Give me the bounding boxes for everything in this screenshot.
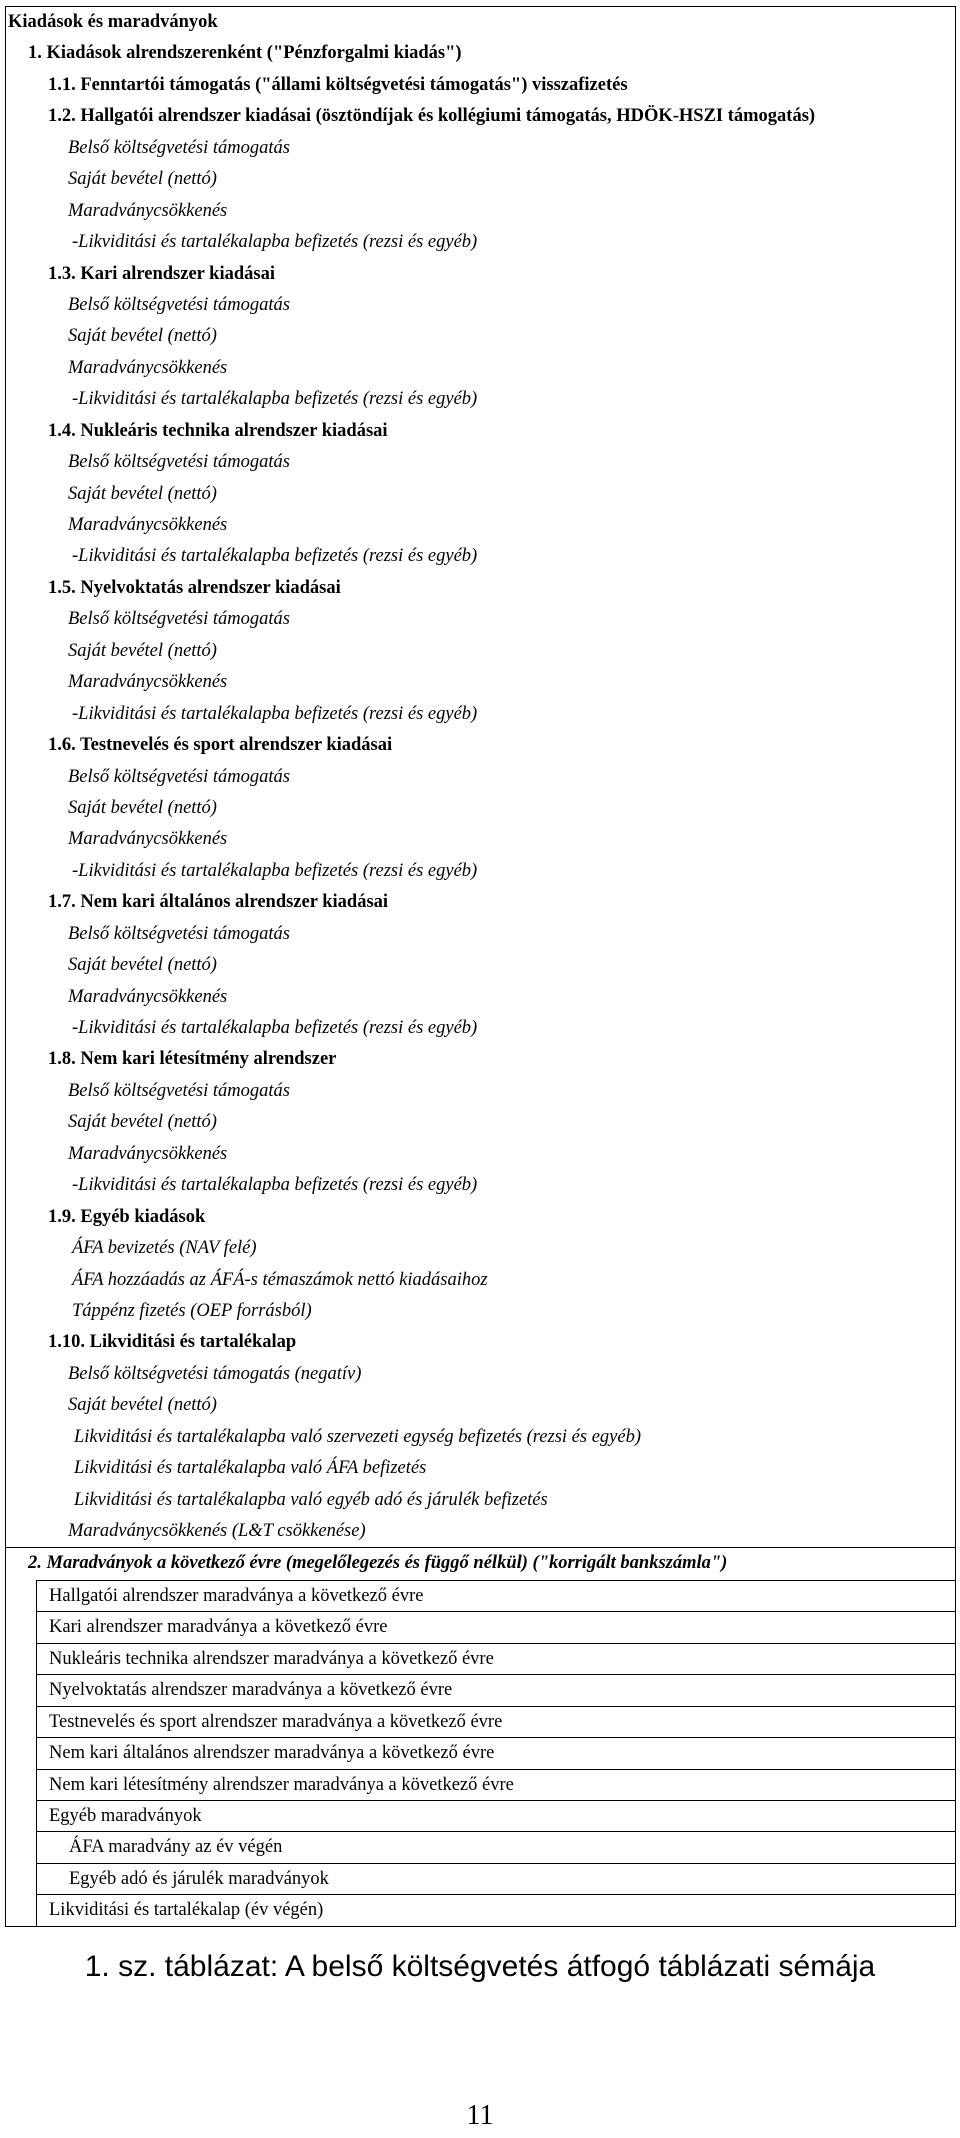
table-row	[6, 101, 955, 132]
table-row-label: Egyéb adó és járulék maradványok	[36, 1863, 955, 1894]
table-row-label: ÁFA bevizetés (NAV felé)	[72, 1238, 257, 1259]
table-row-label: Nyelvoktatás alrendszer maradványa a következő évre	[36, 1674, 955, 1705]
table-row	[6, 541, 955, 572]
table-row-label: Belső költségvetési támogatás	[68, 294, 290, 315]
table-row-label: Saját bevétel (nettó)	[68, 955, 217, 976]
table-row-label: Saját bevétel (nettó)	[68, 326, 217, 347]
table-row	[6, 730, 955, 761]
table-row-label: Likviditási és tartalékalap (év végén)	[36, 1894, 955, 1925]
table-row-label: Nem kari általános alrendszer maradványa a következő évre	[36, 1737, 955, 1768]
table-row-label: Belső költségvetési támogatás	[68, 923, 290, 944]
table-row	[6, 1831, 955, 1862]
table-row	[6, 1422, 955, 1453]
table-row	[6, 573, 955, 604]
table-row-label: ÁFA hozzáadás az ÁFÁ-s témaszámok nettó kiadásaihoz	[72, 1269, 488, 1290]
table-row	[6, 416, 955, 447]
table-row-label: Egyéb maradványok	[36, 1800, 955, 1831]
table-row	[6, 70, 955, 101]
table-row-label: Belső költségvetési támogatás	[68, 609, 290, 630]
table-row-label: Likviditási és tartalékalapba való szervezeti egység befizetés (rezsi és egyéb)	[74, 1426, 642, 1447]
table-row-label: Maradványcsökkenés	[68, 829, 228, 850]
table-row-label: 1. Kiadások alrendszerenként ("Pénzforgalmi kiadás")	[28, 43, 462, 64]
table-row	[6, 479, 955, 510]
table-row	[6, 1139, 955, 1170]
table-row-label: Kiadások és maradványok	[8, 12, 218, 32]
table-row	[6, 1107, 955, 1138]
table-row	[6, 1894, 955, 1925]
table-row	[6, 793, 955, 824]
table-row-label: -Likviditási és tartalékalapba befizetés (rezsi és egyéb)	[72, 232, 478, 253]
table-row	[6, 1296, 955, 1327]
table-caption: 1. sz. táblázat: A belső költségvetés átfogó táblázati sémája	[84, 1950, 876, 1983]
table-row	[6, 1202, 955, 1233]
table-row	[6, 1044, 955, 1075]
page-number: 11	[466, 2100, 494, 2131]
table-row-label: 1.5. Nyelvoktatás alrendszer kiadásai	[48, 577, 341, 598]
table-row	[6, 887, 955, 918]
table-row-label: 1.7. Nem kari általános alrendszer kiadásai	[48, 892, 389, 913]
table-row	[6, 982, 955, 1013]
table-row	[6, 1643, 955, 1674]
table-row	[6, 1547, 955, 1579]
table-row-label: Maradványcsökkenés	[68, 515, 228, 535]
table-row-label: Belső költségvetési támogatás	[68, 452, 290, 473]
table-row-label: Saját bevétel (nettó)	[68, 797, 217, 818]
table-row	[6, 1327, 955, 1358]
table-row-label: Saját bevétel (nettó)	[68, 483, 217, 504]
table-row	[6, 1580, 955, 1611]
table-row-label: 1.4. Nukleáris technika alrendszer kiadásai	[48, 420, 388, 441]
table-row-label: ÁFA maradvány az év végén	[36, 1831, 955, 1862]
table-row	[6, 1516, 955, 1547]
table-row-label: Maradványcsökkenés	[68, 672, 228, 693]
table-row-label: 1.1. Fenntartói támogatás ("állami költségvetési támogatás") visszafizetés	[48, 74, 628, 95]
table-row	[6, 38, 955, 69]
table-row	[6, 604, 955, 635]
table-row	[6, 667, 955, 698]
table-row	[6, 1800, 955, 1831]
table-row	[6, 919, 955, 950]
table-row-label: Saját bevétel (nettó)	[68, 169, 217, 190]
table-row	[6, 133, 955, 164]
table-row	[6, 1265, 955, 1296]
table-row-label: -Likviditási és tartalékalapba befizetés (rezsi és egyéb)	[72, 546, 478, 567]
table-row-label: 1.8. Nem kari létesítmény alrendszer	[48, 1049, 337, 1070]
table-row-label: Testnevelés és sport alrendszer maradványa a következő évre	[36, 1706, 955, 1737]
table-row	[6, 321, 955, 352]
table-row	[6, 1390, 955, 1421]
table-row-label: 1.9. Egyéb kiadások	[48, 1206, 206, 1227]
table-row	[6, 510, 955, 541]
table-row	[6, 856, 955, 887]
table-row	[6, 1611, 955, 1642]
table-row-label: 1.10. Likviditási és tartalékalap	[48, 1332, 297, 1353]
table-row-label: Kari alrendszer maradványa a következő évre	[36, 1611, 955, 1642]
table-row	[6, 290, 955, 321]
table-row	[6, 353, 955, 384]
table-row	[6, 7, 955, 38]
budget-schema-table	[5, 6, 956, 1927]
table-row-label: Maradványcsökkenés	[68, 1143, 228, 1164]
table-row-label: Saját bevétel (nettó)	[68, 640, 217, 661]
table-row-label: Saját bevétel (nettó)	[68, 1395, 217, 1416]
table-row	[6, 1076, 955, 1107]
table-row	[6, 1359, 955, 1390]
table-row	[6, 762, 955, 793]
table-row	[6, 1485, 955, 1516]
table-row	[6, 164, 955, 195]
table-row	[6, 1863, 955, 1894]
table-row-label: Belső költségvetési támogatás	[68, 766, 290, 787]
table-row	[6, 1674, 955, 1705]
table-row	[6, 699, 955, 730]
table-row-label: Maradványcsökkenés	[68, 357, 228, 378]
table-row	[6, 1170, 955, 1201]
table-row-label: 1.3. Kari alrendszer kiadásai	[48, 263, 275, 284]
table-row	[6, 196, 955, 227]
table-row	[6, 824, 955, 855]
table-row-label: Nukleáris technika alrendszer maradványa a következő évre	[36, 1643, 955, 1674]
table-row-label: 2. Maradványok a következő évre (megelőlegezés és függő nélkül) ("korrigált bankszámla")	[28, 1553, 728, 1574]
table-row	[6, 1013, 955, 1044]
table-row	[6, 1769, 955, 1800]
table-row-label: Belső költségvetési támogatás (negatív)	[68, 1363, 362, 1384]
table-row-label: Likviditási és tartalékalapba való egyéb adó és járulék befizetés	[74, 1489, 548, 1510]
table-row-label: Maradványcsökkenés	[68, 200, 228, 221]
table-row	[6, 227, 955, 258]
table-row	[6, 950, 955, 981]
table-row-label: Belső költségvetési támogatás	[68, 137, 290, 158]
table-row-label: Belső költségvetési támogatás	[68, 1080, 290, 1101]
table-row	[6, 447, 955, 478]
table-row	[6, 1737, 955, 1768]
table-row-label: Saját bevétel (nettó)	[68, 1112, 217, 1133]
table-row	[6, 384, 955, 415]
table-row	[6, 1233, 955, 1264]
table-row-label: -Likviditási és tartalékalapba befizetés (rezsi és egyéb)	[72, 1175, 478, 1196]
table-row-label: -Likviditási és tartalékalapba befizetés (rezsi és egyéb)	[72, 1018, 478, 1038]
table-row-label: 1.2. Hallgatói alrendszer kiadásai (ösztöndíjak és kollégiumi támogatás, HDÖK-HSZI támogatás)	[48, 106, 816, 127]
table-row-label: Táppénz fizetés (OEP forrásból)	[72, 1300, 312, 1321]
table-row	[6, 259, 955, 290]
table-row-label: -Likviditási és tartalékalapba befizetés (rezsi és egyéb)	[72, 860, 478, 881]
table-row-label: Likviditási és tartalékalapba való ÁFA befizetés	[74, 1458, 427, 1479]
table-row-label: Maradványcsökkenés (L&T csökkenése)	[68, 1521, 366, 1541]
table-row-label: -Likviditási és tartalékalapba befizetés (rezsi és egyéb)	[72, 703, 478, 724]
table-row	[6, 636, 955, 667]
table-row-label: 1.6. Testnevelés és sport alrendszer kiadásai	[48, 735, 393, 756]
table-row-label: Hallgatói alrendszer maradványa a következő évre	[36, 1580, 955, 1611]
table-row	[6, 1453, 955, 1484]
table-row-label: Maradványcsökkenés	[68, 986, 228, 1007]
table-row	[6, 1706, 955, 1737]
table-row-label: Nem kari létesítmény alrendszer maradványa a következő évre	[36, 1769, 955, 1800]
table-row-label: -Likviditási és tartalékalapba befizetés (rezsi és egyéb)	[72, 389, 478, 410]
